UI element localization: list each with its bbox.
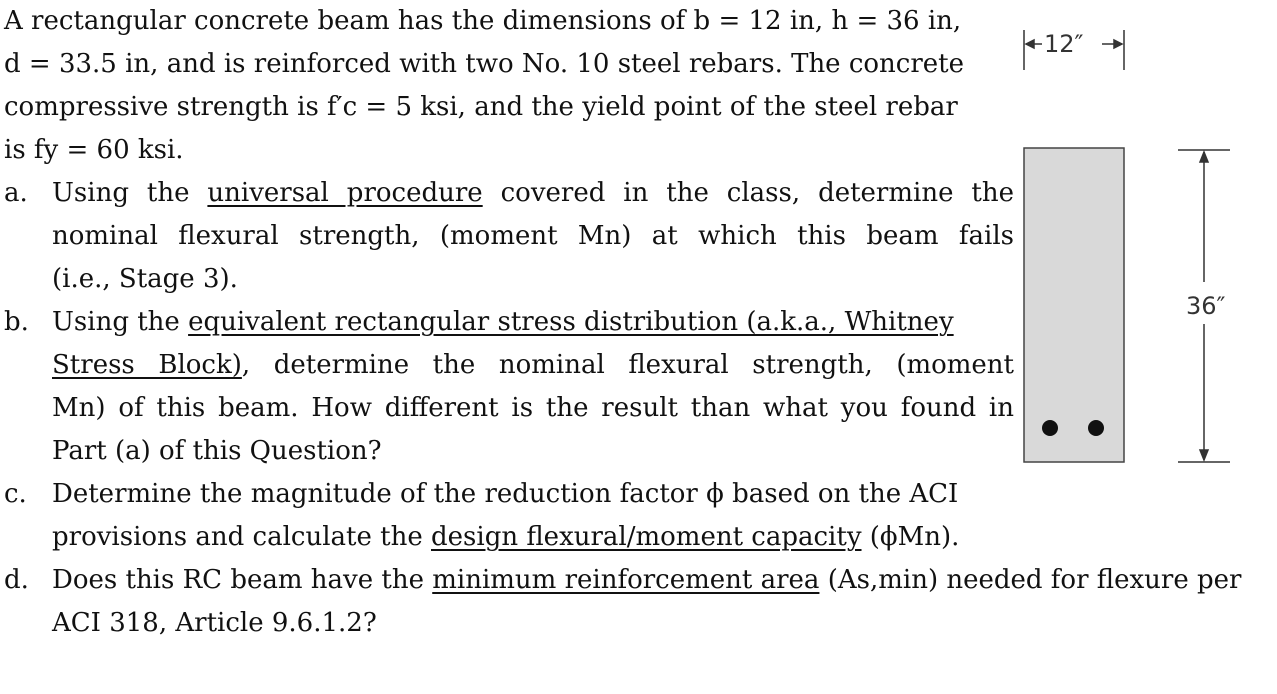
- part-a-line-2: nominal flexural strength, (moment Mn) at which this beam fails: [52, 221, 1014, 251]
- part-b-post2: , determine the nominal flexural strength, (moment: [241, 350, 1015, 380]
- part-c: [4, 473, 1014, 559]
- part-d-post: (As,min) needed for flexure per: [819, 565, 1242, 595]
- part-b-line-1: [52, 301, 1014, 344]
- part-b-label: b.: [4, 307, 29, 337]
- part-a-post: covered in the class, determine the: [482, 178, 1014, 208]
- rebar-right: [1088, 420, 1104, 436]
- height-dim-top-arrow: [1200, 152, 1208, 162]
- whitney-block-link-2: Stress Block): [52, 350, 242, 380]
- part-b-pre: Using the: [52, 307, 189, 337]
- beam-section-diagram: [1010, 0, 1270, 480]
- beam-section: [1024, 148, 1124, 462]
- intro-line-2: d = 33.5 in, and is reinforced with two No. 10 steel rebars. The concrete: [4, 49, 965, 79]
- beam-section-figure: [1010, 0, 1270, 480]
- min-reinforcement-link: minimum reinforcement area: [432, 565, 820, 595]
- width-dim-left-arrow: [1026, 40, 1034, 48]
- part-a-label: a.: [4, 178, 28, 208]
- width-dim-right-arrow: [1114, 40, 1122, 48]
- height-dim-bottom-arrow: [1200, 450, 1208, 460]
- universal-procedure-link: universal procedure: [207, 178, 483, 208]
- intro-line-4: is fy = 60 ksi.: [4, 135, 184, 165]
- part-d-line-2: ACI 318, Article 9.6.1.2?: [52, 608, 377, 638]
- part-d-label: d.: [4, 565, 29, 595]
- part-c-line-1: Determine the magnitude of the reduction factor ϕ based on the ACI: [52, 479, 959, 509]
- part-d: [4, 559, 1277, 645]
- part-b-line-2: [52, 344, 1014, 387]
- part-d-pre: Does this RC beam have the: [52, 565, 433, 595]
- part-c-pre2: provisions and calculate the: [52, 522, 431, 552]
- width-label: 12″: [1044, 30, 1084, 58]
- part-a-pre: Using the: [52, 178, 208, 208]
- height-label: 36″: [1186, 292, 1226, 320]
- intro-line-3: compressive strength is f′c = 5 ksi, and the yield point of the steel rebar: [4, 92, 958, 122]
- part-b-line-4: Part (a) of this Question?: [52, 436, 382, 466]
- intro-line-1: A rectangular concrete beam has the dimensions of b = 12 in, h = 36 in,: [4, 6, 962, 36]
- part-c-line-2: [52, 516, 1014, 559]
- part-c-post2: (ϕMn).: [861, 522, 960, 552]
- part-b-line-3: Mn) of this beam. How different is the result than what you found in: [52, 393, 1014, 423]
- design-capacity-link: design flexural/moment capacity: [431, 522, 862, 552]
- part-a: [4, 172, 1014, 301]
- part-a-line-1: [52, 172, 1014, 215]
- problem-text: [4, 0, 1242, 645]
- part-d-line-1: [52, 559, 1277, 602]
- part-c-label: c.: [4, 479, 27, 509]
- whitney-block-link-1: equivalent rectangular stress distribution (a.k.a., Whitney: [188, 307, 954, 337]
- part-a-line-3: (i.e., Stage 3).: [52, 264, 238, 294]
- part-b: [4, 301, 1014, 473]
- rebar-left: [1042, 420, 1058, 436]
